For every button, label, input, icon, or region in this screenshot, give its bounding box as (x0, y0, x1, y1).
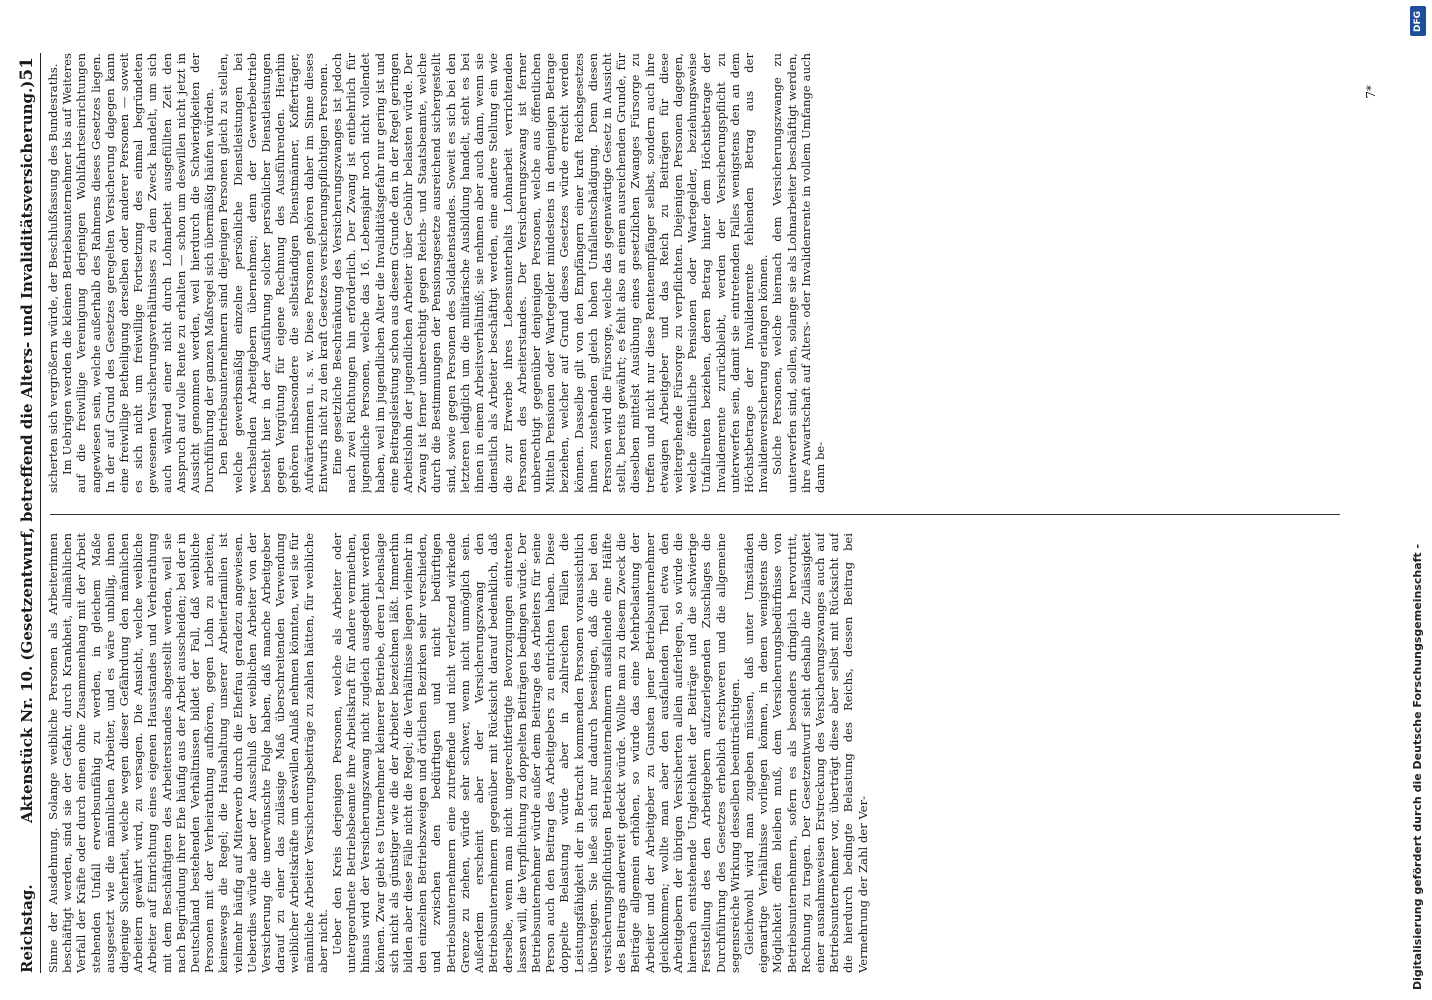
right-text-column (46, 53, 1376, 493)
column-divider (50, 514, 1340, 515)
header-title: Aktenstück Nr. 10. (Gesetzentwurf, betreffend die Alters- und Invaliditätsversicherung.) (18, 80, 36, 823)
paragraph: Den Betriebsunternehmern sind diejenigen Personen gleich zu stellen, welche gewerbsmäßig einzelne persönliche Dienstleistungen bei wechselnden Arbeitgebern übernehmen; denn der Gewerbebetrieb besteht hier in der Ausführung solcher persönlicher Dienstleistungen gegen Vergütung für eigene Rechnung des Ausführenden. Hierhin gehören insbesondere die selbständigen Dienstmänner, Kofferträger, Aufwärterinnen u. s. w. Diese Personen gehören daher im Sinne dieses Entwurfs nicht zu den kraft Gesetzes versicherungspflichtigen Personen. (216, 53, 330, 493)
paragraph: sicherten sich vergrößern würde, der Beschlußfassung des Bundesraths. (46, 63, 60, 493)
page-number: 51 (17, 57, 37, 81)
signature-mark: 7* (1363, 85, 1378, 99)
paragraph: Gleichwohl wird man zugeben müssen, daß unter Umständen eigenartige Verhältnisse vorliegen können, in denen wenigstens die Möglichkeit offen bleiben muß, dem Versicherungsbedürfnisse von Betriebsunternehmern, sofern es als besonders dringlich hervortritt, Rechnung zu tragen. Der Gesetzentwurf sieht deshalb die Zulässigkeit einer ausnahmsweisen Erstreckung des Versicherungszwanges auch auf Betriebsunternehmer vor, überträgt diese aber selbst mit Rücksicht auf die hierdurch bedingte Belastung des Reichs, dessen Beitrag bei Vermehrung der Zahl der Ver- (741, 533, 870, 973)
header-reichstag: Reichstag. (18, 884, 36, 973)
paragraph: Solche Personen, welche hiernach dem Versicherungszwange zu unterwerfen sind, sollen, solange sie als Lohnarbeiter beschäftigt werden, ihre Anwartschaft auf Alters- oder Invalidenrente in vollem Umfange auch dann be- (770, 53, 827, 493)
paragraph: Ueber den Kreis derjenigen Personen, welche als Arbeiter oder untergeordnete Betriebsbeamte ihre Arbeitskraft für Andere vermiethen, hinaus wird der Versicherungszwang nicht zugleich ausgedehnt werden können. Zwar giebt es Unternehmer kleinerer Betriebe, deren Lebenslage sich nicht als günstiger wie die der Arbeiter bezeichnen läßt. Immerhin bilden aber diese Fälle nicht die Regel; die Verhältnisse liegen vielmehr in den einzelnen Betriebszweigen und örtlichen Bezirken sehr verschieden, und zwischen den bedürftigen und nicht bedürftigen Betriebsunternehmern eine zutreffende und nicht verletzend wirkende Grenze zu ziehen, würde sehr schwer, wenn nicht unmöglich sein. Außerdem erscheint aber der Versicherungszwang den Betriebsunternehmern gegenüber mit Rücksicht darauf bedenklich, daß derselbe, wenn man nicht ungerechtfertigte Bevorzugungen eintreten lassen will, die Verpflichtung zu doppelten Beiträgen bedingen würde. Der Betriebsunternehmer würde außer dem Beitrage des Arbeiters für seine Person auch den Beitrag des Arbeitgebers zu entrichten haben. Diese doppelte Belastung würde aber in zahlreichen Fällen die Leistungsfähigkeit der in Betracht kommenden Personen voraussichtlich übersteigen. Sie ließe sich nur dadurch beseitigen, daß die bei den versicherungspflichtigen Betriebsunternehmern ausfallende eine Hälfte des Beitrags anderweit gedeckt würde. Wollte man zu diesem Zweck die Beiträge allgemein erhöhen, so würde das eine Mehrbelastung der Arbeiter und der Arbeitgeber zu Gunsten jener Betriebsunternehmer gleichkommen; wollte man aber den ausfallenden Theil etwa den Arbeitgebern der übrigen Versicherten allein auferlegen, so würde die hiernach entstehende Ungleichheit der Beiträge und die schwierige Feststellung des den Arbeitgebern aufzuerlegenden Zuschlages die Durchführung des Gesetzes erheblich erschweren und die allgemeine segensreiche Wirkung desselben beeinträchtigen. (330, 533, 742, 973)
running-head (16, 53, 41, 973)
rotated-document-page (6, 45, 1386, 985)
digitization-credit: Digitalisierung gefördert durch die Deutsche Forschungsgemeinschaft - (1411, 543, 1424, 990)
left-text-column (46, 533, 1376, 973)
paragraph: Sinne der Ausdehnung. Solange weibliche Personen als Arbeiterinnen beschäftigt werden, sind sie der Gefahr, durch Krankheit, allmählichen Verfall der Kräfte oder durch einen ohne Zusammenhang mit der Arbeit stehenden Unfall erwerbsunfähig zu werden, in gleichem Maße ausgesetzt wie die männlichen Arbeiter, und es wäre unbillig, ihnen diejenige Sicherheit, welche wegen dieser Gefährdung den männlichen Arbeitern gewährt wird, zu versagen. Die Ansicht, welche weibliche Arbeiter auf Einrichtung eines eigenen Hausstandes und Verheirathung mit dem Beschäftigten des Arbeiterstandes abgestellt werden, weil sie nach Begründung ihrer Ehe häufig aus der Arbeit ausscheiden; bei der in Deutschland bestehenden Verhältnissen bildet der Fall, daß weibliche Personen mit der Verheirathung aufhören, gegen Lohn zu arbeiten, keineswegs die Regel; die Haushaltung unserer Arbeiterfamilien ist vielmehr häufig auf Miterwerb durch die Ehefrau geradezu angewiesen. Ueberdies würde aber der Ausschluß der weiblichen Arbeiter von der Versicherung die unerwünschte Folge haben, daß manche Arbeitgeber darauf zu einer das zulässige Maß überschreitenden Verwendung weiblicher Arbeitskräfte um deswillen Anlaß nehmen könnten, weil sie für männliche Arbeiter Versicherungsbeiträge zu zahlen hätten, für weibliche aber nicht. (46, 533, 330, 973)
dfg-logo: DFG (1410, 6, 1426, 36)
paragraph: Im Uebrigen werden die kleinen Betriebsunternehmer bis auf Weiteres auf die freiwillige Vereinigung derjenigen Wohlfahrtseinrichtungen angewiesen sein, welche außerhalb des Rahmens dieses Gesetzes liegen. In der auf Grund des Gesetzes geregelten Versicherung dagegen kann eine freiwillige Betheiligung derselben oder anderer Personen — soweit es sich nicht um freiwillige Fortsetzung des einmal begründeten gewesenen Versicherungsverhältnisses zu dem Zweck handelt, um sich auch während einer nicht durch Lohnarbeit ausgefüllten Zeit den Anspruch auf volle Rente zu erhalten — schon um deswillen nicht jetzt in Aussicht genommen werden, weil hierdurch die Schwierigkeiten der Durchführung der ganzen Maßregel sich übermäßig häufen würden. (60, 53, 217, 493)
paragraph: Eine gesetzliche Beschränkung des Versicherungszwanges ist jedoch nach zwei Richtungen hin erforderlich. Der Zwang ist entbehrlich für jugendliche Personen, welche das 16. Lebensjahr noch nicht vollendet haben, weil im jugendlichen Alter die Invaliditätsgefahr nur gering ist und eine Beitragsleistung schon aus diesem Grunde den in der Regel geringen Arbeitslohn der jugendlichen Arbeiter über Gebühr belasten würde. Der Zwang ist ferner unberechtigt gegen Reichs- und Staatsbeamte, welche durch die Bestimmungen der Pensionsgesetze ausreichend sichergestellt sind, sowie gegen Personen des Soldatenstandes. Soweit es sich bei den letzteren lediglich um die militärische Ausbildung handelt, steht es bei ihnen in einem Arbeitsverhältniß; sie nehmen aber auch dann, wenn sie dienstlich als Arbeiter beschäftigt werden, eine andere Stellung ein wie die zur Erwerbe ihres Lebensunterhalts Lohnarbeit verrichtenden Personen des Arbeiterstandes. Der Versicherungszwang ist ferner unberechtigt gegenüber denjenigen Personen, welche aus öffentlichen Mitteln Pensionen oder Wartegelder mindestens in demjenigen Betrage beziehen, welcher auf Grund dieses Gesetzes würde erreicht werden können. Dasselbe gilt von den Empfängern einer kraft Reichsgesetzes ihnen zustehenden gleich hohen Unfallentschädigung. Denn diesen Personen wird die Fürsorge, welche das gegenwärtige Gesetz in Aussicht stellt, bereits gewährt; es fehlt also an einem ausreichenden Grunde, für dieselben mittelst Ausübung eines gesetzlichen Zwanges Fürsorge zu treffen und nicht nur diese Rentenempfänger selbst, sondern auch ihre etwaigen Arbeitgeber und das Reich zu Beiträgen für diese weitergehende Fürsorge zu verpflichten. Diejenigen Personen dagegen, welche öffentliche Pensionen oder Wartegelder, beziehungsweise Unfallrenten beziehen, deren Betrag hinter dem Höchstbetrage der Invalidenrente zurückbleibt, werden der Versicherungspflicht zu unterwerfen sein, damit sie eintretenden Falles wenigstens den an dem Höchstbetrage der Invalidenrente fehlenden Betrag aus der Invalidenversicherung erlangen können. (330, 53, 771, 493)
